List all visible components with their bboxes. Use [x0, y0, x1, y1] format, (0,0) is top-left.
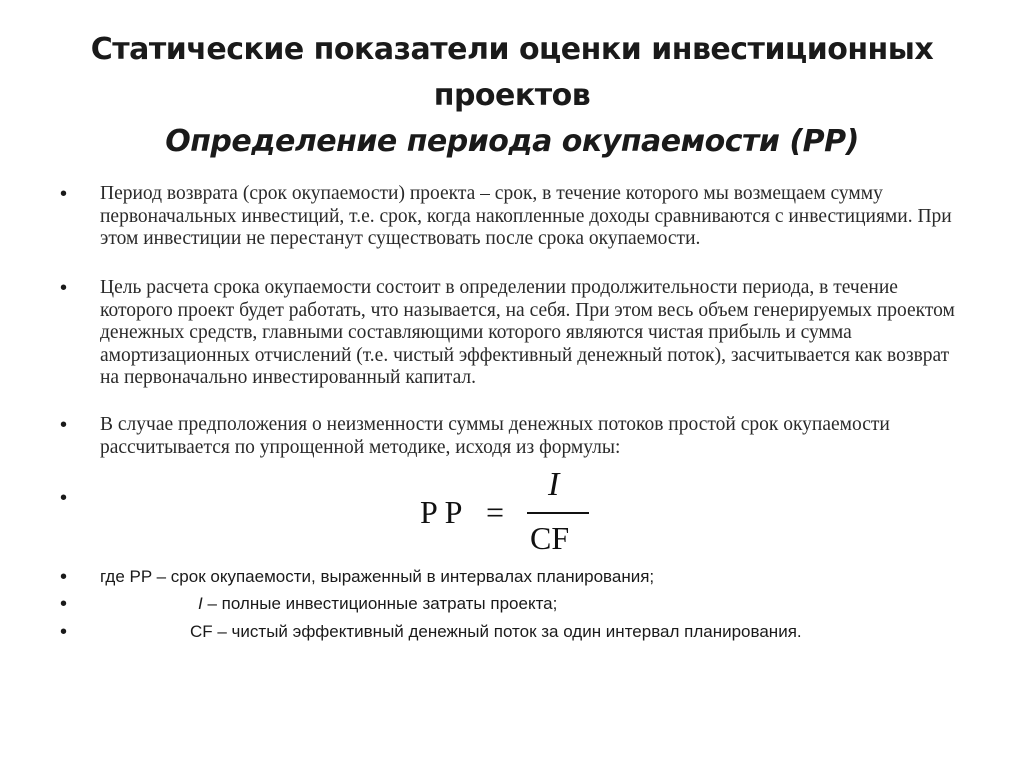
definition-pp: где PP – срок окупаемости, выраженный в интервалах планирования; [100, 567, 655, 586]
paragraph-calculation-goal: Цель расчета срока окупаемости состоит в определении продолжительности периода, в течение которого проект будет работать, что называется, на себя. При этом весь объем генерируемых проектом денежных средств, главными составляющими которого являются чистая прибыль и сумма амортизационных отчислений (т.е. чистый эффективный денежный поток), засчитывается как возврат на первоначально инвестированный капитал. [100, 277, 955, 388]
formula-lhs: P P [420, 494, 463, 530]
slide-title-line-2: проектов [433, 78, 591, 113]
definition-i [198, 594, 557, 614]
bullet-2: • [60, 277, 68, 299]
fraction-bar [527, 512, 589, 514]
bullet-3: • [60, 414, 68, 436]
bullet-7: • [60, 621, 68, 643]
definition-i-text: – полные инвестиционные затраты проекта; [202, 594, 558, 613]
definition-i-symbol: I [198, 594, 203, 613]
paragraph-payback-definition: Период возврата (срок окупаемости) проекта – срок, в течение которого мы возмещаем сумму первоначальных инвестиций, т.е. срок, когда накопленные доходы сравниваются с инвестициями. При этом инвестиции не перестанут существовать после срока окупаемости. [100, 183, 952, 249]
definition-cf: CF – чистый эффективный денежный поток за один интервал планирования. [190, 622, 802, 641]
bullet-1: • [60, 183, 68, 205]
formula-numerator: I [548, 466, 560, 503]
bullet-5: • [60, 566, 68, 588]
formula-equals: = [486, 494, 505, 530]
slide-title-line-1: Статические показатели оценки инвестиционных [90, 32, 934, 67]
paragraph-simplified-method: В случае предположения о неизменности суммы денежных потоков простой срок окупаемости рассчитывается по упрощенной методике, исходя из формулы: [100, 414, 890, 458]
bullet-6: • [60, 593, 68, 615]
payback-formula [420, 466, 620, 560]
slide-subtitle: Определение периода окупаемости (PP) [165, 124, 859, 159]
bullet-4: • [60, 487, 68, 509]
formula-denominator: CF [530, 520, 570, 556]
